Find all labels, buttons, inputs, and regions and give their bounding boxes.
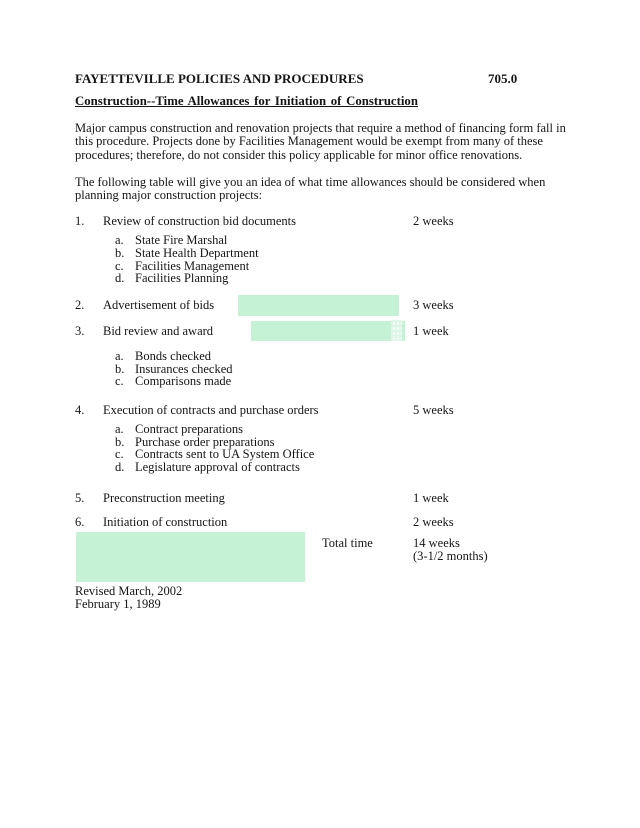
- item-label: Preconstruction meeting: [103, 490, 225, 505]
- subitem-letter: b.: [115, 434, 125, 449]
- subitem-letter: b.: [115, 245, 125, 260]
- subitem-letter: d.: [115, 460, 125, 475]
- item-duration: 1 week: [413, 490, 449, 505]
- item-number: 5.: [75, 490, 85, 505]
- highlight-zone: [238, 321, 413, 342]
- subitem-text: Contracts sent to UA System Office: [135, 447, 315, 462]
- list-item-6: [75, 512, 567, 529]
- subitem-text: Comparisons made: [135, 374, 232, 389]
- list-item-2: [75, 295, 567, 316]
- sublist-item-1: [115, 234, 567, 285]
- list-subitem: [115, 350, 567, 363]
- subitem-letter: c.: [115, 258, 124, 273]
- subitem-text: Insurances checked: [135, 361, 233, 376]
- total-duration-months: (3-1/2 months): [413, 548, 488, 563]
- subitem-text: Purchase order preparations: [135, 434, 275, 449]
- list-item-3: [75, 321, 567, 342]
- list-subitem: [115, 375, 567, 388]
- highlight-zone: [238, 512, 413, 533]
- sublist-item-4: [115, 423, 567, 474]
- list-subitem: [115, 234, 567, 247]
- stipple-pattern: [391, 320, 402, 341]
- item-duration: 2 weeks: [413, 214, 454, 229]
- list-item-1: [75, 211, 567, 229]
- intro-paragraph: Major campus construction and renovation projects that require a method of financing form fall in this procedure. Projects done by Facilities Management would be exempt from many of these procedures; therefore, do not consider this policy applicable for minor office renovations.: [75, 121, 566, 162]
- document-header: [75, 72, 567, 85]
- highlight-zone: [238, 400, 413, 421]
- item-number: 1.: [75, 214, 85, 229]
- subitem-text: Facilities Planning: [135, 271, 229, 286]
- subitem-letter: b.: [115, 361, 125, 376]
- list-subitem: [115, 247, 567, 260]
- highlight-zone: [238, 211, 413, 232]
- highlight-zone: [238, 295, 413, 316]
- item-number: 3.: [75, 323, 85, 338]
- item-duration: 5 weeks: [413, 402, 454, 417]
- document-content: [75, 72, 567, 611]
- total-duration: [413, 537, 488, 563]
- section-heading: Construction--Time Allowances for Initiation of Construction: [75, 94, 418, 108]
- sublist-item-3: [115, 350, 567, 388]
- green-highlight-box-total: [76, 532, 305, 582]
- green-highlight-box: [251, 321, 405, 341]
- subitem-text: Bonds checked: [135, 348, 212, 363]
- subitem-text: Facilities Management: [135, 258, 250, 273]
- list-subitem: [115, 461, 567, 474]
- item-label: Bid review and award: [103, 323, 214, 338]
- item-number: 6.: [75, 514, 85, 529]
- revision-footer: [75, 585, 567, 611]
- policy-number: 705.0: [488, 71, 518, 86]
- item-label: Review of construction bid documents: [103, 214, 297, 229]
- subitem-text: Legislature approval of contracts: [135, 460, 300, 475]
- table-intro-paragraph: The following table will give you an idea of what time allowances should be considered when planning major construction projects:: [75, 174, 546, 203]
- list-item-5: [75, 488, 567, 505]
- item-label: Initiation of construction: [103, 514, 228, 529]
- item-duration: 1 week: [413, 323, 449, 338]
- subitem-letter: d.: [115, 271, 125, 286]
- subitem-letter: c.: [115, 374, 124, 389]
- item-label: Advertisement of bids: [103, 297, 215, 312]
- subitem-text: State Health Department: [135, 245, 259, 260]
- item-label: Execution of contracts and purchase orders: [103, 402, 319, 417]
- subitem-letter: a.: [115, 233, 124, 248]
- item-number: 2.: [75, 297, 85, 312]
- subitem-letter: a.: [115, 422, 124, 437]
- highlight-zone: [238, 488, 413, 509]
- list-subitem: [115, 423, 567, 436]
- item-duration: 2 weeks: [413, 514, 454, 529]
- total-row: [75, 532, 567, 582]
- document-title: FAYETTEVILLE POLICIES AND PROCEDURES: [75, 71, 364, 86]
- total-label: Total time: [322, 535, 373, 550]
- revision-date-line: Revised March, 2002: [75, 583, 183, 598]
- list-subitem: [115, 272, 567, 285]
- item-number: 4.: [75, 402, 85, 417]
- subitem-text: Contract preparations: [135, 422, 243, 437]
- subitem-text: State Fire Marshal: [135, 233, 228, 248]
- green-highlight-box: [238, 295, 399, 316]
- item-duration: 3 weeks: [413, 297, 454, 312]
- total-duration-weeks: 14 weeks: [413, 535, 460, 550]
- original-date-line: February 1, 1989: [75, 596, 161, 611]
- subitem-letter: c.: [115, 447, 124, 462]
- subitem-letter: a.: [115, 348, 124, 363]
- list-item-4: [75, 400, 567, 417]
